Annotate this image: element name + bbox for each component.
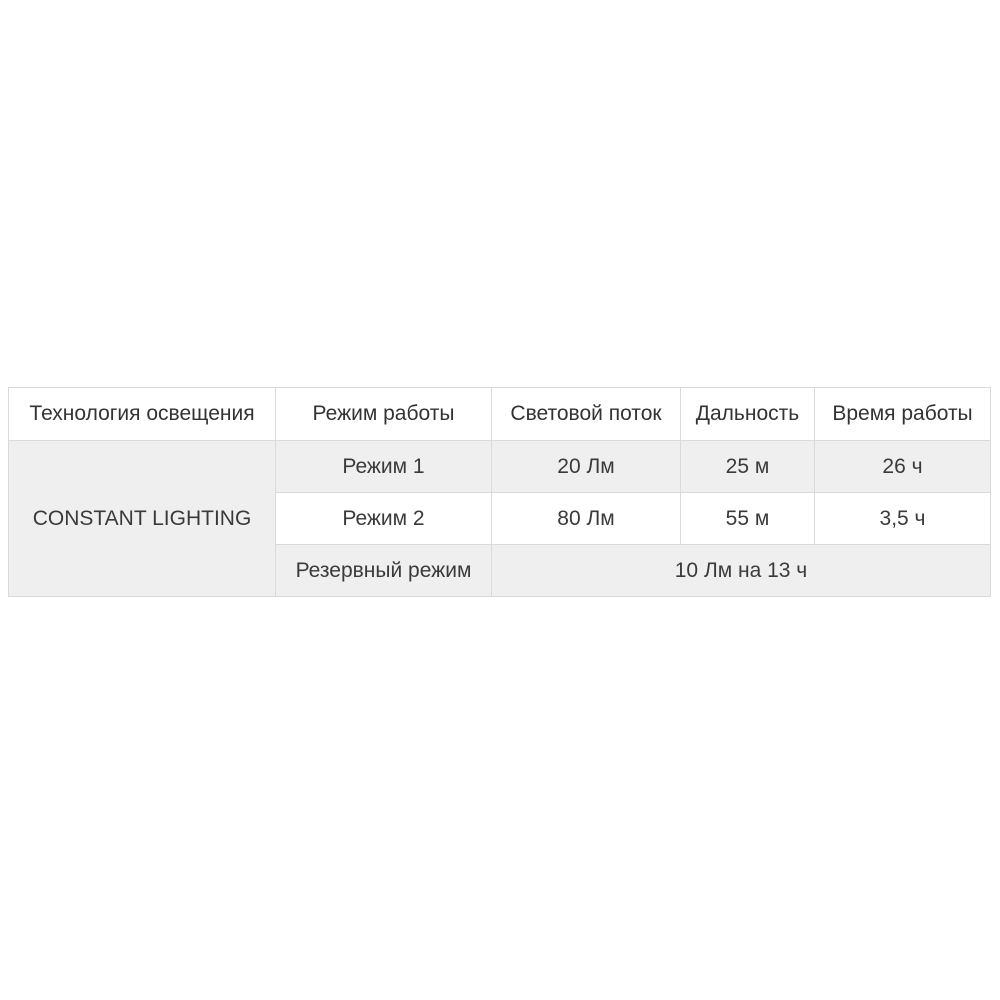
mode-cell: Режим 2 [276,493,492,545]
range-cell: 55 м [681,493,815,545]
reserve-value-cell: 10 Лм на 13 ч [492,545,991,597]
technology-cell: CONSTANT LIGHTING [9,441,276,597]
header-row [9,388,991,441]
header-flux: Световой поток [492,388,681,441]
table-row [9,441,991,493]
spec-table [8,387,991,597]
range-cell: 25 м [681,441,815,493]
header-range: Дальность [681,388,815,441]
reserve-mode-cell: Резервный режим [276,545,492,597]
header-technology: Технология освещения [9,388,276,441]
flux-cell: 80 Лм [492,493,681,545]
time-cell: 3,5 ч [815,493,991,545]
time-cell: 26 ч [815,441,991,493]
header-time: Время работы [815,388,991,441]
mode-cell: Режим 1 [276,441,492,493]
header-mode: Режим работы [276,388,492,441]
flux-cell: 20 Лм [492,441,681,493]
